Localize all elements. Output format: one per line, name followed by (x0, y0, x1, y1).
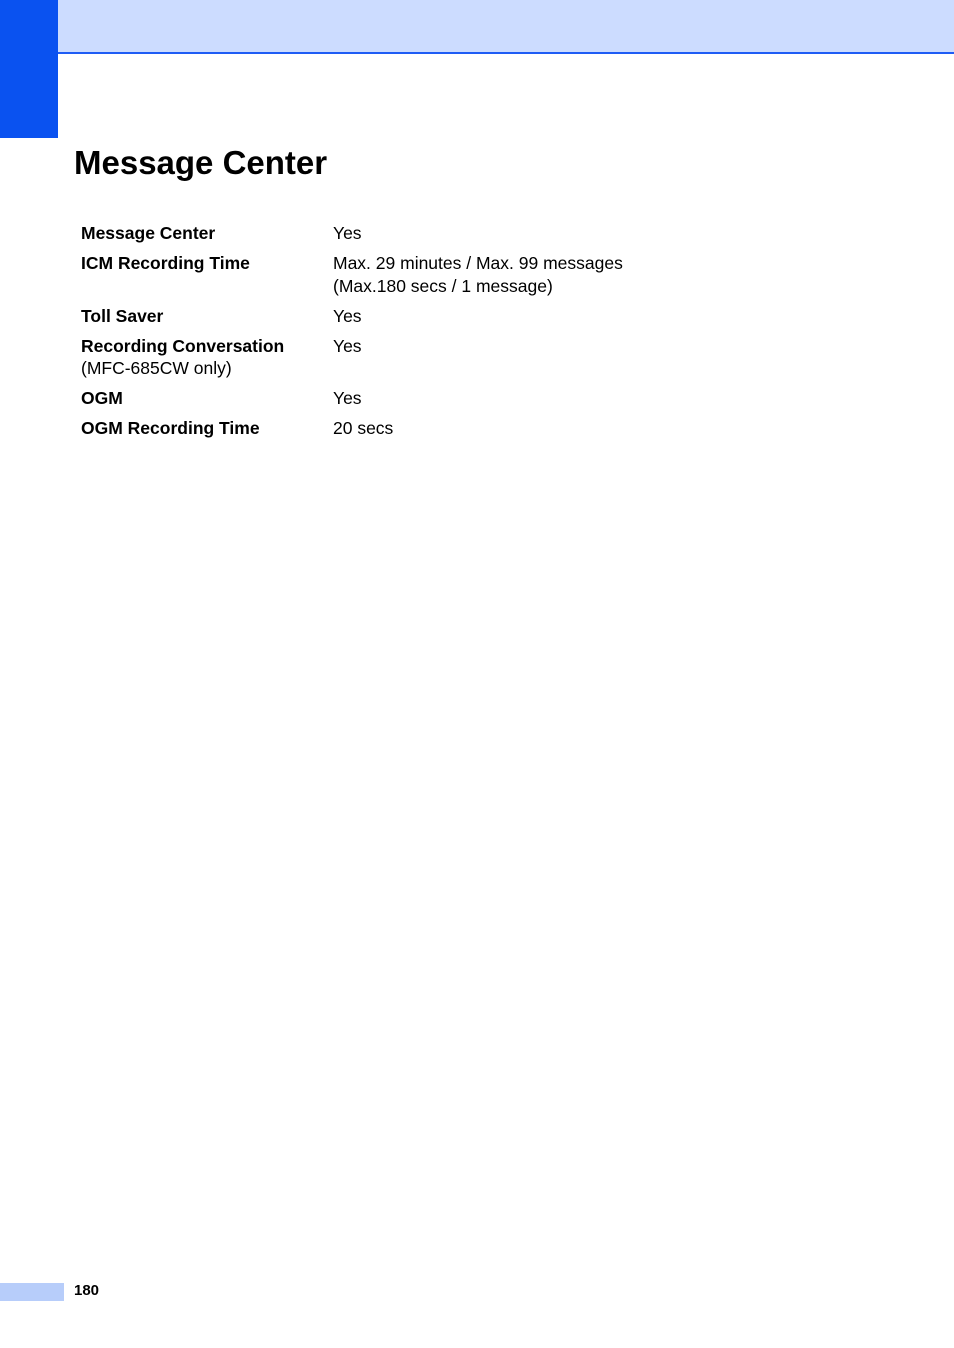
spec-value: Yes (333, 388, 362, 408)
chapter-side-tab (0, 0, 58, 138)
spec-value-cell (333, 305, 681, 328)
spec-value: 20 secs (333, 418, 394, 438)
spec-label-cell (81, 252, 333, 275)
spec-label: OGM (81, 388, 123, 408)
footer-bar (0, 1283, 64, 1301)
spec-label: Recording Conversation (81, 335, 285, 356)
spec-row-message-center (81, 222, 681, 245)
spec-row-ogm (81, 387, 681, 410)
page-title: Message Center (74, 144, 328, 181)
spec-label: Message Center (81, 223, 216, 243)
spec-table (81, 222, 681, 447)
spec-label: OGM Recording Time (81, 418, 260, 438)
spec-label: ICM Recording Time (81, 253, 250, 273)
spec-label-cell (81, 222, 333, 245)
page-number: 180 (74, 1282, 100, 1299)
spec-value: Max. 29 minutes / Max. 99 messages (333, 253, 623, 273)
spec-value-cell (333, 335, 681, 358)
spec-value-cell (333, 252, 681, 297)
spec-value-cell (333, 417, 681, 440)
spec-row-icm-recording-time (81, 252, 681, 297)
spec-value: Yes (333, 305, 362, 326)
spec-row-recording-conversation (81, 335, 681, 380)
spec-value: Yes (333, 335, 362, 356)
spec-row-toll-saver (81, 305, 681, 328)
spec-label-cell (81, 305, 333, 328)
spec-label: Toll Saver (81, 305, 164, 326)
spec-value: Yes (333, 223, 362, 243)
spec-sublabel: (MFC-685CW only) (81, 358, 232, 378)
spec-label-cell (81, 417, 333, 440)
spec-label-cell (81, 335, 333, 380)
spec-value-detail: (Max.180 secs / 1 message) (333, 275, 553, 296)
spec-value-cell (333, 222, 681, 245)
spec-label-cell (81, 387, 333, 410)
header-band (58, 0, 954, 54)
spec-value-cell (333, 387, 681, 410)
spec-row-ogm-recording-time (81, 417, 681, 440)
